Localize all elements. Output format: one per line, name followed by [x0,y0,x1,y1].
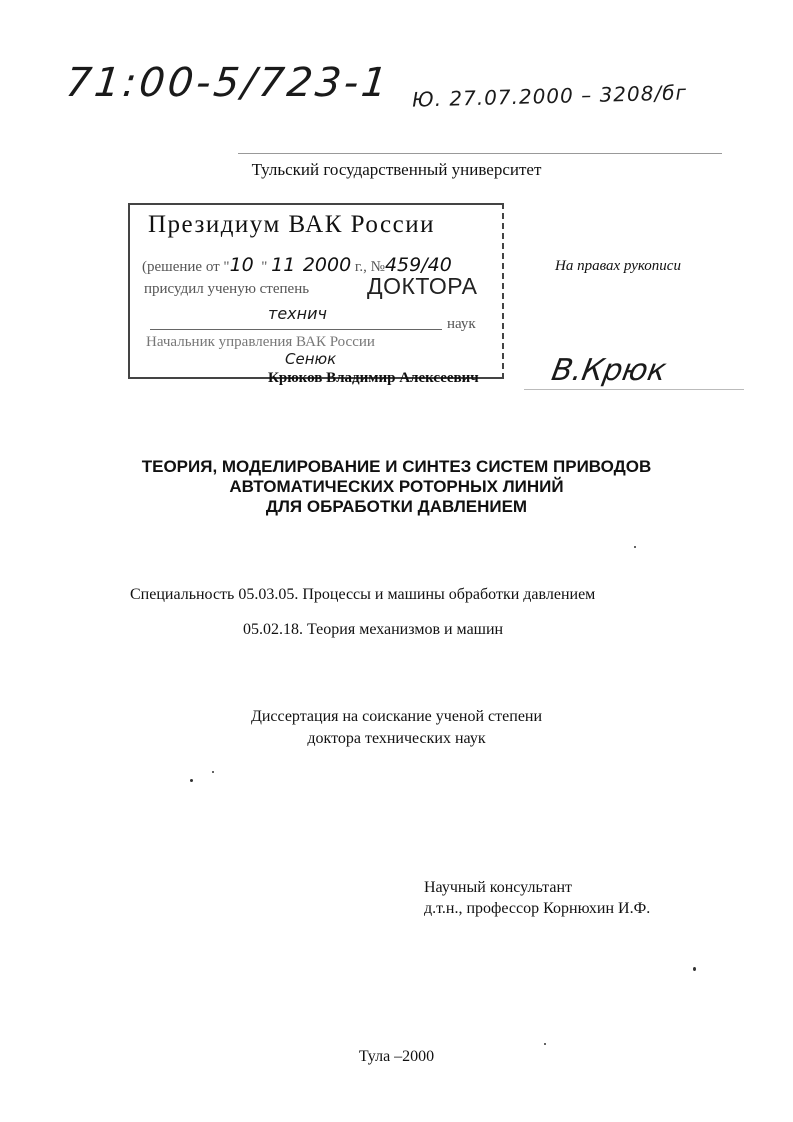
stamp-awarded-text: присудил ученую степень [144,281,310,297]
stamp-decision-day: 10 [229,254,254,276]
manuscript-note: На правах рукописи [555,258,681,274]
scientific-consultant [424,877,650,919]
scan-speck [544,1043,546,1045]
title-line: ТЕОРИЯ, МОДЕЛИРОВАНИЕ И СИНТЕЗ СИСТЕМ ПРИВОДОВ [141,457,652,476]
stamp-decision-number: 459/40 [384,254,452,276]
scan-speck [190,779,193,782]
stamp-decision-g: г., № [351,259,385,275]
title-line: АВТОМАТИЧЕСКИХ РОТОРНЫХ ЛИНИЙ [229,477,564,496]
stamp-degree: ДОКТОРА [367,273,478,299]
specialty-line: 05.02.18. Теория механизмов и машин [243,621,504,638]
stamp-title: Президиум ВАК России [148,211,435,238]
stamp-decision-month: 11 [271,254,296,276]
dissertation-line: доктора технических наук [307,730,486,747]
stamp-decision-prefix: (решение от " [142,259,230,275]
city-year: Тула –2000 [358,1048,435,1065]
dissertation-title [0,457,793,517]
scan-rule [238,153,722,154]
scan-rule [524,389,744,390]
stamp-nauk: наук [447,316,476,332]
university-name: Тульский государственный университет [251,160,542,179]
specialty-line: Специальность 05.03.05. Процессы и машины обработки давлением [130,586,596,603]
author-name: Крюков Владимир Алексеевич [268,370,479,386]
scan-speck [212,771,214,773]
stamp-head-signature: Сенюк [285,350,337,368]
dissertation-line: Диссертация на соискание ученой степени [250,708,543,725]
registry-note: Ю. 27.07.2000 – 3208/бг [411,80,688,112]
stamp-field-line [150,329,442,330]
author-signature: В.Крюк [548,353,669,388]
archive-code: 71:00-5/723-1 [63,60,393,106]
scan-speck [693,967,696,971]
scan-speck [634,546,636,548]
stamp-head-title: Начальник управления ВАК России [146,334,375,350]
dissertation-degree [0,706,793,750]
consultant-name: д.т.н., профессор Корнюхин И.Ф. [424,900,651,917]
stamp-decision-year: 2000 [302,254,352,276]
consultant-label: Научный консультант [424,879,572,896]
stamp-field-handwritten: технич [268,304,327,323]
stamp-decision-sep: " [261,259,268,275]
title-line: ДЛЯ ОБРАБОТКИ ДАВЛЕНИЕМ [265,497,528,516]
